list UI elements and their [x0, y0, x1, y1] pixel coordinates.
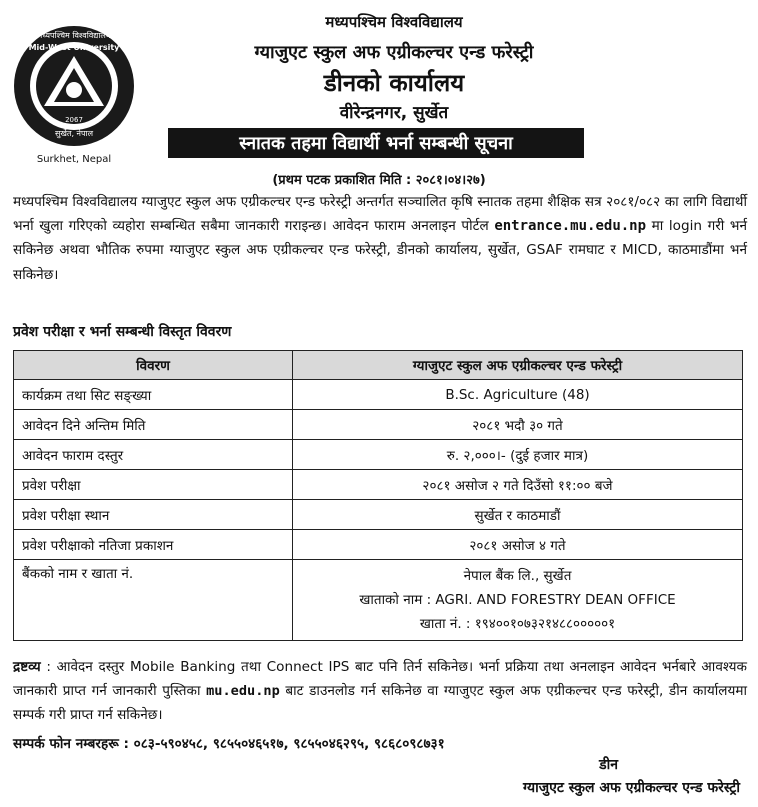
- details-table: [13, 350, 743, 641]
- school-name: ग्याजुएट स्कुल अफ एग्रीकल्चर एन्ड फरेस्ट्री: [254, 42, 534, 63]
- signature-org: ग्याजुएट स्कुल अफ एग्रीकल्चर एन्ड फरेस्ट्री: [523, 780, 740, 796]
- intro-text-after: मा login गरी भर्न सकिनेछ अथवा भौतिक रुपमा ग्याजुएट स्कुल अफ एग्रीकल्चर एन्ड फरेस्ट्री, डीनको कार्यालय, सुर्खेत, GSAF रामघाट र MICD, काठमाडौंमा भर्न सकिनेछ।: [13, 218, 747, 283]
- portal-link[interactable]: entrance.mu.edu.np: [494, 218, 647, 235]
- note-text-before: : आवेदन दस्तुर Mobile Banking तथा Connect IPS बाट पनि तिर्न सकिनेछ। भर्ना प्रक्रिया तथा अनलाइन आवेदन भर्नबारे आवश्यक जानकारी प्राप्त गर्न जानकारी पुस्तिका: [13, 659, 747, 700]
- row-label: आवेदन फाराम दस्तुर: [14, 440, 293, 470]
- row-value: २०८१ असोज २ गते दिउँसो ११:०० बजे: [293, 470, 743, 500]
- contact-numbers: सम्पर्क फोन नम्बरहरू : ०८३-५९०४५८, ९८५५०४६५१७, ९८५५०४६२९५, ९८६८०९८७३१: [13, 736, 445, 752]
- row-label: आवेदन दिने अन्तिम मिति: [14, 410, 293, 440]
- office-name: डीनको कार्यालय: [323, 69, 465, 97]
- table-row: [14, 530, 743, 560]
- row-value: सुर्खेत र काठमाडौं: [293, 500, 743, 530]
- row-label: कार्यक्रम तथा सिट सङ्ख्या: [14, 380, 293, 410]
- account-name: खाताको नाम : AGRI. AND FORESTRY DEAN OFFICE: [359, 592, 676, 608]
- note-text-after: बाट डाउनलोड गर्न सकिनेछ वा ग्याजुएट स्कुल अफ एग्रीकल्चर एन्ड फरेस्ट्री, डीन कार्यालयमा सम्पर्क गरी प्राप्त गर्न सकिनेछ।: [13, 683, 747, 724]
- seal-year: 2067: [65, 116, 83, 124]
- intro-text-before: मध्यपश्चिम विश्वविद्यालय ग्याजुएट स्कुल अफ एग्रीकल्चर एन्ड फरेस्ट्री अन्तर्गत सञ्चालित कृषि स्नातक तहमा शैक्षिक सत्र २०८१/०८२ का लागि विद्यार्थी भर्ना खुला गरिएको व्यहोरा सम्बन्धित सबैमा जानकारी गराइन्छ। आवेदन फाराम अनलाइन पोर्टल: [13, 194, 747, 235]
- bank-details: [293, 560, 743, 641]
- details-heading: प्रवेश परीक्षा र भर्ना सम्बन्धी विस्तृत विवरण: [13, 324, 232, 340]
- signature-title: डीन: [599, 757, 618, 773]
- university-name: मध्यपश्चिम विश्वविद्यालय: [325, 13, 463, 31]
- table-header-row: [14, 351, 743, 380]
- seal-text-place: Surkhet, Nepal: [36, 154, 112, 165]
- row-value: २०८१ भदौ ३० गते: [293, 410, 743, 440]
- row-value: २०८१ असोज ४ गते: [293, 530, 743, 560]
- intro-paragraph: [13, 190, 747, 287]
- row-label: प्रवेश परीक्षा: [14, 470, 293, 500]
- row-label: प्रवेश परीक्षाको नतिजा प्रकाशन: [14, 530, 293, 560]
- note-label: द्रष्टव्य: [13, 659, 41, 675]
- row-value: B.Sc. Agriculture (48): [293, 380, 743, 410]
- seal-text-arc: Mid-West University: [28, 43, 120, 52]
- table-row-bank: [14, 560, 743, 641]
- row-label: बैंकको नाम र खाता नं.: [14, 560, 293, 641]
- office-location: वीरेन्द्रनगर, सुर्खेत: [339, 103, 449, 123]
- table-row: [14, 500, 743, 530]
- table-header-school: ग्याजुएट स्कुल अफ एग्रीकल्चर एन्ड फरेस्ट्री: [293, 351, 743, 380]
- info-link[interactable]: mu.edu.np: [206, 683, 280, 700]
- note-paragraph: [13, 655, 747, 728]
- account-number: खाता नं. : १९४००१०७३२१४८८०००००१: [419, 616, 616, 632]
- bank-name: नेपाल बैंक लि., सुर्खेत: [463, 568, 572, 584]
- notice-title: स्नातक तहमा विद्यार्थी भर्ना सम्बन्धी सूचना: [168, 128, 584, 158]
- table-header-details: विवरण: [14, 351, 293, 380]
- row-label: प्रवेश परीक्षा स्थान: [14, 500, 293, 530]
- table-row: [14, 410, 743, 440]
- table-row: [14, 440, 743, 470]
- seal-text-top: मध्यपश्चिम विश्वविद्यालय: [37, 31, 111, 40]
- seal-text-bottom: सुर्खेत, नेपाल: [54, 129, 94, 138]
- published-date: (प्रथम पटक प्रकाशित मिति : २०८१।०४।२७): [272, 173, 486, 188]
- table-row: [14, 380, 743, 410]
- university-seal-icon: [10, 14, 138, 174]
- row-value: रु. २,०००।- (दुई हजार मात्र): [293, 440, 743, 470]
- table-row: [14, 470, 743, 500]
